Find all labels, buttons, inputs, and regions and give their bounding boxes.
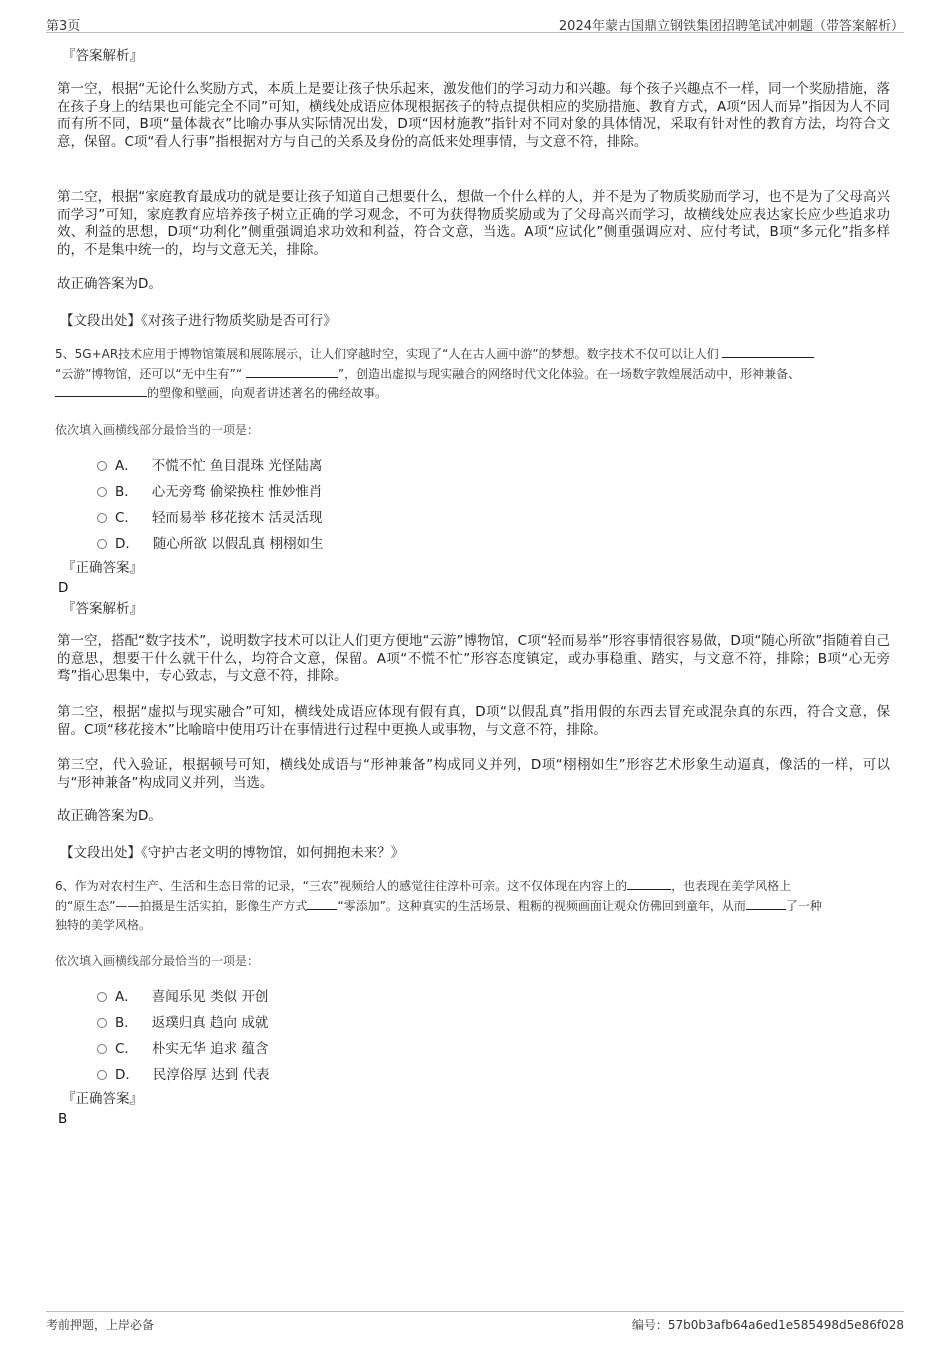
- q5-source: 【文段出处】《守护古老文明的博物馆，如何拥抱未来？》: [60, 845, 405, 861]
- q6-blank-1: [627, 878, 671, 890]
- page-header: [46, 13, 904, 33]
- radio-icon[interactable]: [97, 487, 107, 497]
- q6-blank-2: [307, 898, 337, 910]
- q5-analysis-p2: 第二空，根据“虚拟与现实融合”可知，横线处成语应体现有假有真，D项“以假乱真”指用假的东西去冒充或混杂真的东西，符合文意，保留。C项“移花接木”比喻暗中使用巧计在事情进行过程中更换人或事物，与文意不符，排除。: [57, 704, 890, 738]
- q6-text-d: “零添加”。这种真实的生活场景、粗粝的视频画面让观众仿佛回到童年，从而: [337, 898, 746, 913]
- q5-blank-3: [55, 385, 147, 397]
- q6-option-a[interactable]: A． 喜闻乐见 类似 开创: [97, 986, 268, 1004]
- footer-slogan: 考前押题，上岸必备: [46, 1318, 155, 1332]
- q5-text-a: 5、5G+AR技术应用于博物馆策展和展陈展示，让人们穿越时空，实现了“人在古人画中游”的梦想。数字技术不仅可以让人们: [55, 347, 719, 361]
- q5-instruction: 依次填入画横线部分最恰当的一项是：: [55, 423, 260, 437]
- q4-analysis-p2: 第二空，根据“家庭教育最成功的就是要让孩子知道自己想要什么，想做一个什么样的人，并不是为了物质奖励而学习，也不是为了父母高兴而学习”可知，家庭教育应培养孩子树立正确的学习观念，不可为获得物质奖励或为了父母高兴而学习，故横线处应表达家长应少些追求功效、利益的思想，D项“功利化”侧重强调追求功效和利益，符合文意，当选。A项“应试化”侧重强调应对、应付考试，B项“多元化”指多样的，不是集中统一的，均与文意无关，排除。: [57, 189, 890, 258]
- q5-conclusion: 故正确答案为D。: [57, 808, 162, 824]
- q5-analysis-label: 『答案解析』: [62, 601, 143, 617]
- radio-icon[interactable]: [97, 461, 107, 471]
- footer-id: 编号：57b0b3afb64a6ed1e585498d5e86f028: [631, 1318, 904, 1332]
- radio-icon[interactable]: [97, 1018, 107, 1028]
- q6-answer: B: [58, 1111, 68, 1127]
- radio-icon[interactable]: [97, 1044, 107, 1054]
- q4-conclusion: 故正确答案为D。: [57, 276, 162, 292]
- q5-option-d[interactable]: D． 随心所欲 以假乱真 栩栩如生: [97, 533, 324, 551]
- q5-answer-label: 『正确答案』: [62, 560, 143, 576]
- q5-option-c[interactable]: C． 轻而易举 移花接木 活灵活现: [97, 507, 323, 525]
- q6-text-c: 的“原生态”——拍摄是生活实拍，影像生产方式: [55, 898, 308, 913]
- q5-analysis-p1: 第一空，搭配“数字技术”，说明数字技术可以让人们更方便地“云游”博物馆，C项“轻而易举”形容事情很容易做，D项“随心所欲”指随着自己的意思，想要干什么就干什么，均符合文意，保留。A项“不慌不忙”形容态度镇定，或办事稳重、踏实，与文意不符，排除；B项“心无旁骛”指心思集中，专心致志，与文意不符，排除。: [57, 633, 890, 684]
- q6-option-b[interactable]: B． 返璞归真 趋向 成就: [97, 1012, 268, 1030]
- document-title: 2024年蒙古国鼎立钢铁集团招聘笔试冲刺题（带答案解析）: [558, 19, 904, 34]
- q5-answer: D: [58, 580, 69, 596]
- q5-text-b: “云游”博物馆，还可以“无中生有”“: [55, 366, 243, 381]
- q5-blank-1: [722, 346, 814, 358]
- q5-text-c: ”，创造出虚拟与现实融合的网络时代文化体验。在一场数字敦煌展活动中，形神兼备、: [337, 366, 801, 381]
- q5-analysis-p3: 第三空，代入验证，根据顿号可知，横线处成语与“形神兼备”构成同义并列，D项“栩栩如生”形容艺术形象生动逼真，像活的一样，可以与“形神兼备”构成同义并列，当选。: [57, 757, 890, 791]
- q6-option-d[interactable]: D． 民淳俗厚 达到 代表: [97, 1064, 270, 1082]
- q4-source: 【文段出处】《对孩子进行物质奖励是否可行》: [60, 313, 337, 329]
- q5-blank-2: [246, 366, 338, 378]
- q4-analysis-label: 『答案解析』: [62, 48, 143, 64]
- q6-question: [55, 877, 893, 936]
- radio-icon[interactable]: [97, 539, 107, 549]
- radio-icon[interactable]: [97, 992, 107, 1002]
- q6-text-b: ，也表现在美学风格上: [671, 879, 792, 893]
- radio-icon[interactable]: [97, 1070, 107, 1080]
- q5-option-a[interactable]: A． 不慌不忙 鱼目混珠 光怪陆离: [97, 455, 322, 473]
- q5-question: [55, 345, 893, 404]
- radio-icon[interactable]: [97, 513, 107, 523]
- q6-text-f: 独特的美学风格。: [55, 918, 152, 932]
- q6-instruction: 依次填入画横线部分最恰当的一项是：: [55, 954, 260, 968]
- q5-option-b[interactable]: B． 心无旁骛 偷梁换柱 惟妙惟肖: [97, 481, 322, 499]
- q6-blank-3: [746, 898, 786, 910]
- q4-analysis-p1: 第一空，根据“无论什么奖励方式，本质上是要让孩子快乐起来，激发他们的学习动力和兴趣。每个孩子兴趣点不一样，同一个奖励措施，落在孩子身上的结果也可能完全不同”可知，横线处成语应体现根据孩子的特点提供相应的奖励措施、教育方式，A项“因人而异”指因为人不同而有所不同，B项“量体裁衣”比喻办事从实际情况出发，D项“因材施教”指针对不同对象的具体情况，采取有针对性的教育方法，均符合文意，保留。C项“看人行事”指根据对方与自己的关系及身份的高低来处理事情，与文意不符，排除。: [57, 81, 890, 150]
- q6-answer-label: 『正确答案』: [62, 1091, 143, 1107]
- q6-text-e: 了一种: [785, 898, 822, 913]
- page-number: 第3页: [46, 19, 81, 34]
- q6-option-c[interactable]: C． 朴实无华 追求 蕴含: [97, 1038, 269, 1056]
- q6-text-a: 6、作为对农村生产、生活和生态日常的记录，“三农”视频给人的感觉往往淳朴可亲。这不仅体现在内容上的: [55, 879, 628, 893]
- page-footer: [46, 1311, 904, 1333]
- q5-text-d: 的塑像和壁画，向观者讲述著名的佛经故事。: [147, 386, 388, 400]
